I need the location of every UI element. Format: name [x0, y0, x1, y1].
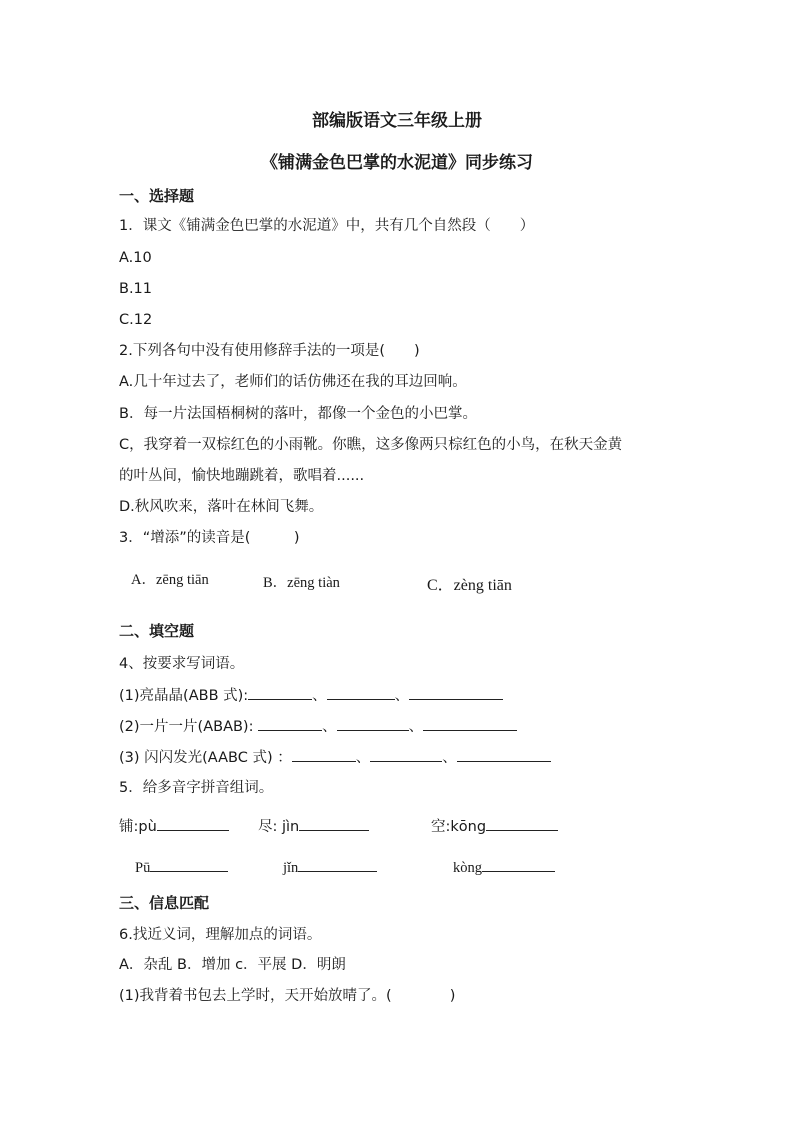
- q5-word-kong4: [453, 857, 555, 878]
- question-4: 4、按要求写词语。: [119, 656, 245, 672]
- q5-word-jin3: [283, 857, 377, 878]
- q3-option-b: B．zēng tiàn: [263, 575, 340, 591]
- page-title: 部编版语文三年级上册: [312, 111, 482, 131]
- q4-row-3-label: (3) 闪闪发光(AABC 式) ：: [119, 750, 292, 766]
- section-heading-matching: 三、信息匹配: [119, 894, 210, 912]
- answer-blank[interactable]: [409, 685, 503, 700]
- section-heading-fill: 二、填空题: [119, 622, 195, 640]
- separator: 、: [355, 750, 371, 766]
- q6-options: A．杂乱 B．增加 c．平展 D．明朗: [119, 957, 346, 973]
- answer-blank[interactable]: [248, 685, 312, 700]
- answer-blank[interactable]: [337, 716, 409, 731]
- q4-row-1-label: (1)亮晶晶(ABB 式):: [119, 688, 249, 704]
- answer-blank[interactable]: [423, 716, 517, 731]
- answer-blank[interactable]: [327, 685, 395, 700]
- answer-blank[interactable]: [157, 816, 229, 831]
- q5-word-jin4: [258, 816, 369, 837]
- answer-blank[interactable]: [370, 747, 442, 762]
- q4-row-2: [119, 716, 517, 737]
- q4-row-3: [119, 747, 551, 768]
- question-6: 6.找近义词，理解加点的词语。: [119, 927, 322, 943]
- q2-option-c-line2: 的叶丛间，愉快地蹦跳着，歌唱着......: [119, 468, 365, 484]
- separator: 、: [442, 750, 457, 766]
- q5-word-kong1: [431, 816, 558, 837]
- question-1: 1．课文《铺满金色巴掌的水泥道》中，共有几个自然段（ ）: [119, 218, 535, 234]
- pinyin-label: Pū: [135, 860, 151, 876]
- q2-option-d: D.秋风吹来，落叶在林间飞舞。: [119, 499, 324, 515]
- q2-option-b: B．每一片法国梧桐树的落叶，都像一个金色的小巴掌。: [119, 406, 477, 422]
- question-2: 2.下列各句中没有使用修辞手法的一项是( ): [119, 343, 420, 359]
- pinyin-label: 铺:pù: [119, 819, 157, 835]
- question-5: 5．给多音字拼音组词。: [119, 780, 274, 796]
- q4-row-2-label: (2)一片一片(ABAB):: [119, 719, 254, 735]
- q5-word-pu1: [135, 857, 228, 878]
- pinyin-label: 空:kōng: [431, 819, 487, 835]
- q2-option-a: A.几十年过去了，老师们的话仿佛还在我的耳边回响。: [119, 374, 467, 390]
- answer-blank[interactable]: [292, 747, 356, 762]
- q1-option-a: A.10: [119, 250, 152, 266]
- q3-option-c: C．zèng tiān: [427, 577, 512, 594]
- separator: 、: [322, 719, 337, 735]
- q4-row-1: [119, 685, 503, 706]
- q3-option-a: A．zēng tiān: [131, 572, 209, 588]
- answer-blank[interactable]: [298, 857, 377, 872]
- answer-blank[interactable]: [482, 857, 555, 872]
- answer-blank[interactable]: [150, 857, 228, 872]
- answer-blank[interactable]: [486, 816, 558, 831]
- question-3: 3．“增添”的读音是( ): [119, 530, 300, 546]
- q1-option-c: C.12: [119, 312, 153, 328]
- answer-blank[interactable]: [258, 716, 322, 731]
- page-subtitle: 《铺满金色巴掌的水泥道》同步练习: [261, 153, 533, 173]
- q5-word-pu4: [119, 816, 229, 837]
- answer-blank[interactable]: [299, 816, 369, 831]
- q1-option-b: B.11: [119, 281, 153, 297]
- section-heading-choice: 一、选择题: [119, 187, 195, 205]
- pinyin-label: jǐn: [283, 860, 299, 876]
- separator: 、: [408, 719, 424, 735]
- separator: 、: [394, 688, 410, 704]
- pinyin-label: kòng: [453, 860, 482, 876]
- q6-sentence-1: (1)我背着书包去上学时，天开始放晴了。( ): [119, 988, 456, 1004]
- q2-option-c-line1: C，我穿着一双棕红色的小雨靴。你瞧，这多像两只棕红色的小鸟，在秋天金黄: [119, 437, 623, 453]
- pinyin-label: 尽: jìn: [258, 819, 300, 835]
- separator: 、: [312, 688, 327, 704]
- answer-blank[interactable]: [457, 747, 551, 762]
